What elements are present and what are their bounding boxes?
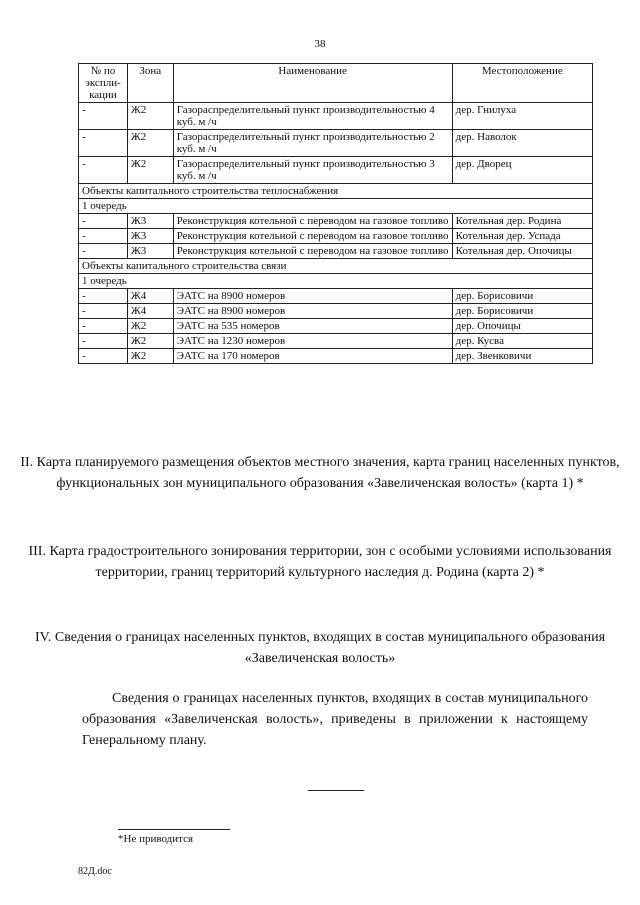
cell-zone: Ж3 <box>127 229 173 244</box>
cell-name: Газораспределительный пункт производительностью 2 куб. м /ч <box>173 130 452 157</box>
cell-name: Реконструкция котельной с переводом на газовое топливо <box>173 229 452 244</box>
objects-table <box>78 63 593 364</box>
cell-zone: Ж2 <box>127 319 173 334</box>
section-ii-heading: II. Карта планируемого размещения объектов местного значения, карта границ населенных пунктов, функциональных зон муниципального образования «Завеличенская волость» (карта 1) * <box>20 455 620 491</box>
cell-num: - <box>79 214 128 229</box>
cell-location: дер. Кусва <box>452 334 592 349</box>
cell-location: дер. Дворец <box>452 157 592 184</box>
cell-location: дер. Наволок <box>452 130 592 157</box>
cell-num: - <box>79 334 128 349</box>
cell-num: - <box>79 244 128 259</box>
table-row <box>79 244 593 259</box>
cell-name: ЭАТС на 8900 номеров <box>173 304 452 319</box>
table-row <box>79 130 593 157</box>
cell-location: Котельная дер. Успада <box>452 229 592 244</box>
section-label: Объекты капитального строительства связи <box>79 259 593 274</box>
table-header-row <box>79 64 593 103</box>
body-paragraph <box>82 688 588 751</box>
table-row <box>79 214 593 229</box>
table-body <box>79 103 593 364</box>
table-section-row <box>79 184 593 199</box>
header-num: № по экспли-кации <box>79 64 128 103</box>
cell-location: дер. Опочицы <box>452 319 592 334</box>
cell-location: дер. Звенковичи <box>452 349 592 364</box>
footnote: *Не приводится <box>118 833 194 845</box>
cell-num: - <box>79 304 128 319</box>
cell-zone: Ж3 <box>127 214 173 229</box>
header-zone: Зона <box>127 64 173 103</box>
cell-name: Реконструкция котельной с переводом на газовое топливо <box>173 214 452 229</box>
cell-zone: Ж3 <box>127 244 173 259</box>
section-iii-heading: III. Карта градостроительного зонирования территории, зон с особыми условиями использования территории, границ территорий культурного наследия д. Родина (карта 2) * <box>28 544 612 580</box>
cell-location: дер. Гнилуха <box>452 103 592 130</box>
cell-zone: Ж2 <box>127 157 173 184</box>
table-row <box>79 103 593 130</box>
cell-name: Газораспределительный пункт производительностью 3 куб. м /ч <box>173 157 452 184</box>
cell-name: ЭАТС на 170 номеров <box>173 349 452 364</box>
header-location: Местоположение <box>452 64 592 103</box>
cell-name: ЭАТС на 1230 номеров <box>173 334 452 349</box>
section-iv-heading: IV. Сведения о границах населенных пунктов, входящих в состав муниципального образования «Завеличенская волость» <box>34 630 606 666</box>
table-row <box>79 304 593 319</box>
table-row <box>79 319 593 334</box>
table-row <box>79 349 593 364</box>
cell-zone: Ж2 <box>127 334 173 349</box>
cell-num: - <box>79 349 128 364</box>
divider-line <box>308 790 364 791</box>
cell-zone: Ж2 <box>127 349 173 364</box>
cell-name: Газораспределительный пункт производительностью 4 куб. м /ч <box>173 103 452 130</box>
cell-location: дер. Борисовичи <box>452 289 592 304</box>
cell-name: Реконструкция котельной с переводом на газовое топливо <box>173 244 452 259</box>
footnote-rule <box>118 829 230 830</box>
table-row <box>79 229 593 244</box>
body-paragraph-text: Сведения о границах населенных пунктов, входящих в состав муниципального образования «Завеличенская волость», приведены в приложении к настоящему Генеральному плану. <box>82 691 588 748</box>
table-section-row <box>79 274 593 289</box>
cell-zone: Ж4 <box>127 289 173 304</box>
cell-zone: Ж4 <box>127 304 173 319</box>
section-label: Объекты капитального строительства теплоснабжения <box>79 184 593 199</box>
file-name: 82Д.doc <box>78 866 112 877</box>
table-row <box>79 334 593 349</box>
cell-zone: Ж2 <box>127 103 173 130</box>
cell-name: ЭАТС на 535 номеров <box>173 319 452 334</box>
cell-num: - <box>79 319 128 334</box>
cell-num: - <box>79 289 128 304</box>
table-row <box>79 157 593 184</box>
table-section-row <box>79 259 593 274</box>
section-label: 1 очередь <box>79 199 593 214</box>
cell-num: - <box>79 157 128 184</box>
cell-num: - <box>79 103 128 130</box>
cell-num: - <box>79 229 128 244</box>
header-name: Наименование <box>173 64 452 103</box>
cell-location: дер. Борисовичи <box>452 304 592 319</box>
cell-name: ЭАТС на 8900 номеров <box>173 289 452 304</box>
cell-num: - <box>79 130 128 157</box>
table-section-row <box>79 199 593 214</box>
cell-location: Котельная дер. Родина <box>452 214 592 229</box>
cell-location: Котельная дер. Опочицы <box>452 244 592 259</box>
section-label: 1 очередь <box>79 274 593 289</box>
table-row <box>79 289 593 304</box>
page-number: 38 <box>314 38 326 50</box>
cell-zone: Ж2 <box>127 130 173 157</box>
